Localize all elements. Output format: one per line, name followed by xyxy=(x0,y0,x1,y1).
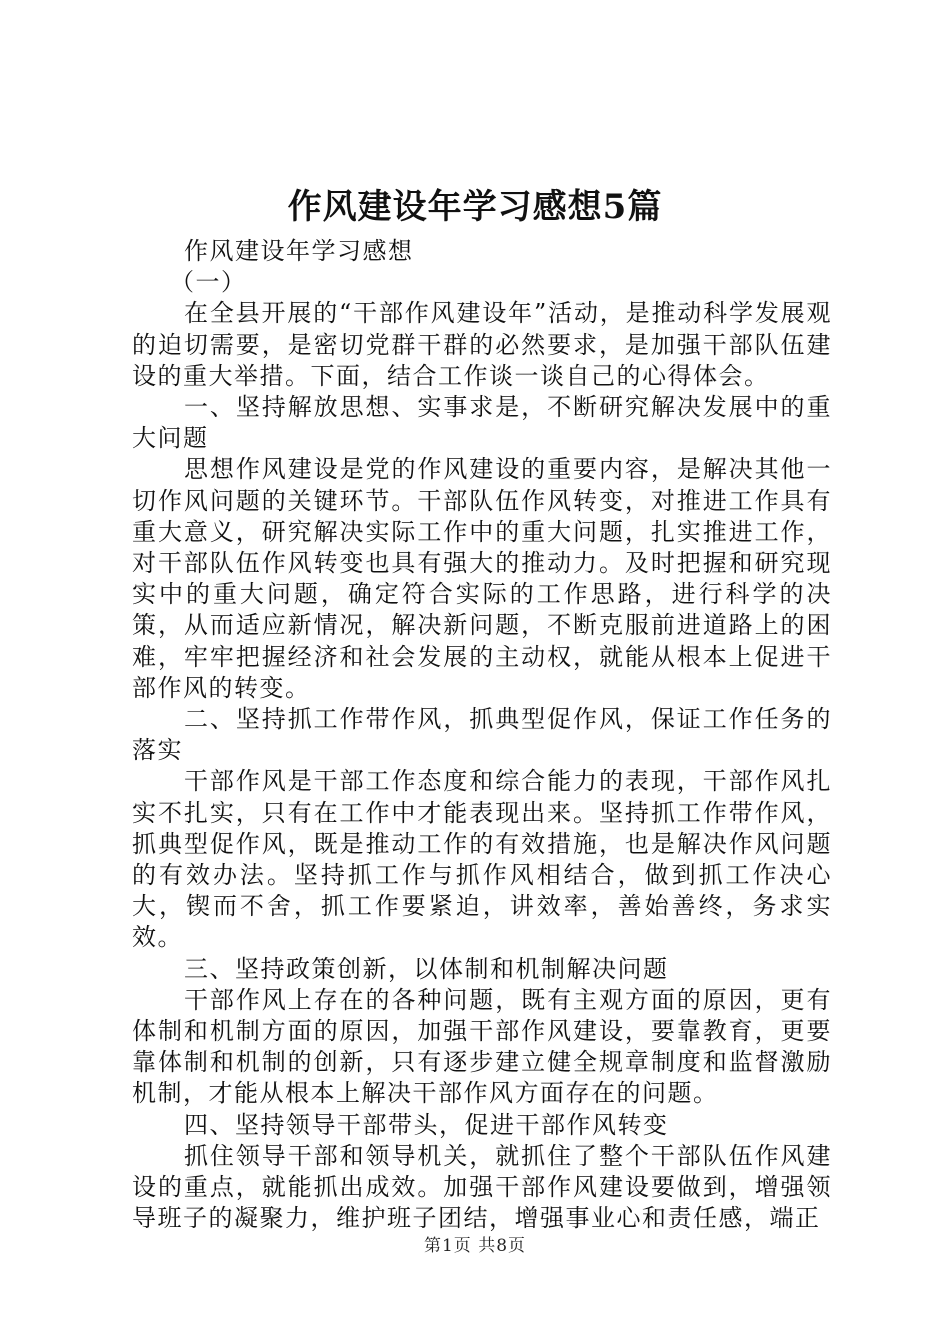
paragraph-two: 干部作风是干部工作态度和综合能力的表现，干部作风扎实不扎实，只有在工作中才能表现出来。坚持抓工作带作风，抓典型促作风，既是推动工作的有效措施，也是解决作风问题的有效办法。坚持抓工作与抓作风相结合，做到抓工作决心大，锲而不舍，抓工作要紧迫，讲效率，善始善终，务求实效。 xyxy=(132,767,832,952)
page-footer: 第1页 共8页 xyxy=(423,1236,527,1256)
heading-three: 三、坚持政策创新，以体制和机制解决问题 xyxy=(184,954,669,983)
document-subtitle: 作风建设年学习感想 xyxy=(184,237,414,265)
heading-four: 四、坚持领导干部带头，促进干部作风转变 xyxy=(184,1110,669,1139)
heading-two: 二、坚持抓工作带作风，抓典型促作风，保证工作任务的落实 xyxy=(132,705,832,765)
paragraph-intro: 在全县开展的“干部作风建设年”活动，是推动科学发展观的迫切需要，是密切党群干群的必然要求，是加强干部队伍建设的重大举措。下面，结合工作谈一谈自己的心得体会。 xyxy=(132,299,832,390)
paragraph-four: 抓住领导干部和领导机关，就抓住了整个干部队伍作风建设的重点，就能抓出成效。加强干部作风建设要做到，增强领导班子的凝聚力，维护班子团结，增强事业心和责任感，端正 xyxy=(132,1141,832,1233)
paragraph-three: 干部作风上存在的各种问题，既有主观方面的原因，更有体制和机制方面的原因，加强干部作风建设，要靠教育，更要靠体制和机制的创新，只有逐步建立健全规章制度和监督激励机制，才能从根本上解决干部作风方面存在的问题。 xyxy=(132,985,832,1108)
document-body xyxy=(132,236,832,1235)
section-number: （一） xyxy=(170,268,247,297)
heading-one: 一、坚持解放思想、实事求是，不断研究解决发展中的重大问题 xyxy=(132,393,832,453)
document-title: 作风建设年学习感想5篇 xyxy=(287,187,663,227)
paragraph-one: 思想作风建设是党的作风建设的重要内容，是解决其他一切作风问题的关键环节。干部队伍作风转变，对推进工作具有重大意义，研究解决实际工作中的重大问题，扎实推进工作，对干部队伍作风转变也具有强大的推动力。及时把握和研究现实中的重大问题，确定符合实际的工作思路，进行科学的决策，从而适应新情况，解决新问题，不断克服前进道路上的困难，牢牢把握经济和社会发展的主动权，就能从根本上促进干部作风的转变。 xyxy=(132,455,832,702)
